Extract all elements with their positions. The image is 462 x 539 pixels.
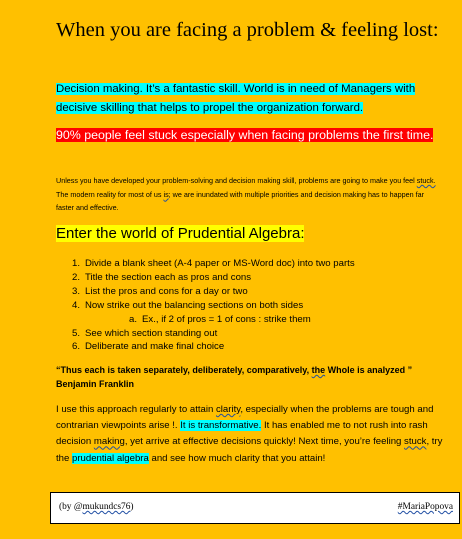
step-number: 3. (72, 285, 81, 297)
list-item (72, 285, 442, 299)
context-word-stuck: stuck. (416, 176, 436, 185)
step-text: Divide a blank sheet (A-4 paper or MS-Word doc) into two parts (85, 258, 355, 269)
hashtag: #MariaPopova (397, 502, 453, 512)
intro-paragraph (56, 80, 436, 118)
section-heading (56, 224, 304, 244)
step-text: List the pros and cons for a day or two (85, 285, 248, 297)
step-text: See which section standing out (85, 327, 218, 339)
step-text: Title the section each as pros and cons (85, 271, 252, 283)
context-paragraph (56, 174, 436, 215)
closing-text-5: , try the (56, 436, 443, 464)
credit-suffix: ) (130, 502, 134, 512)
intro-highlight: Decision making. It’s a fantastic skill. World is in need of Managers with decisive skilling that helps to propel the organization forward. (56, 83, 416, 114)
closing-text-6: and see how much clarity that you attain! (148, 452, 326, 464)
context-text-1: Unless you have developed your problem-solving and decision making skill, problems are going to make you feel (56, 176, 417, 185)
step-text: Ex., if 2 of pros = 1 of cons : strike them (142, 313, 311, 325)
list-item (72, 340, 442, 354)
context-text-3: ; we are inundated with multiple priorities and decision making has to happen far faster and effective. (56, 189, 424, 212)
credit-prefix: (by @ (59, 502, 83, 512)
step-number: 1. (72, 258, 81, 269)
closing-highlight-transformative: It is transformative. (180, 420, 262, 432)
quote-text-1: “Thus each is taken separately, deliberately, comparatively, (56, 365, 312, 375)
closing-text-3: It has enabled me to not rush into rash decision (56, 420, 428, 448)
closing-highlight-algebra: prudential algebra (72, 452, 149, 464)
step-number: 5. (72, 327, 81, 339)
quote-word-the: the (311, 365, 326, 375)
page-title: When you are facing a problem & feeling lost: (56, 19, 439, 41)
steps-list (72, 257, 442, 354)
step-text: Now strike out the balancing sections on both sides (85, 299, 304, 311)
step-number: 4. (72, 299, 81, 311)
closing-word-clarity: clarity (216, 404, 241, 415)
closing-paragraph (56, 402, 446, 467)
stat-highlight: 90% people feel stuck especially when facing problems the first time. (56, 128, 434, 142)
list-item (72, 257, 442, 271)
author-handle: mukundcs76 (82, 502, 131, 512)
context-text-2: The modern reality for most of us (56, 189, 164, 199)
list-item (72, 327, 442, 341)
closing-word-stuck: stuck (404, 436, 427, 448)
step-number: a. (129, 313, 138, 325)
closing-text-1: I use this approach regularly to attain (56, 404, 216, 415)
closing-word-making: making (93, 436, 125, 448)
stat-paragraph (56, 125, 436, 145)
list-item (72, 271, 442, 285)
section-heading-text: Enter the world of Prudential Algebra: (56, 225, 305, 242)
closing-text-4: , yet arrive at effective decisions quickly! Next time, you’re feeling (124, 436, 405, 448)
context-word-is: is (163, 189, 169, 199)
author-credit (59, 502, 134, 512)
step-number: 2. (72, 271, 81, 283)
quote-text-2: Whole is analyzed ” Benjamin Franklin (56, 365, 413, 389)
franklin-quote (56, 363, 436, 391)
list-subitem (72, 313, 442, 327)
step-number: 6. (72, 341, 81, 353)
list-item (72, 299, 442, 313)
step-text: Deliberate and make final choice (85, 341, 225, 353)
closing-text-2: , especially when the problems are tough and contrarian viewpoints arise !. (56, 404, 434, 432)
footer-box (50, 492, 460, 524)
